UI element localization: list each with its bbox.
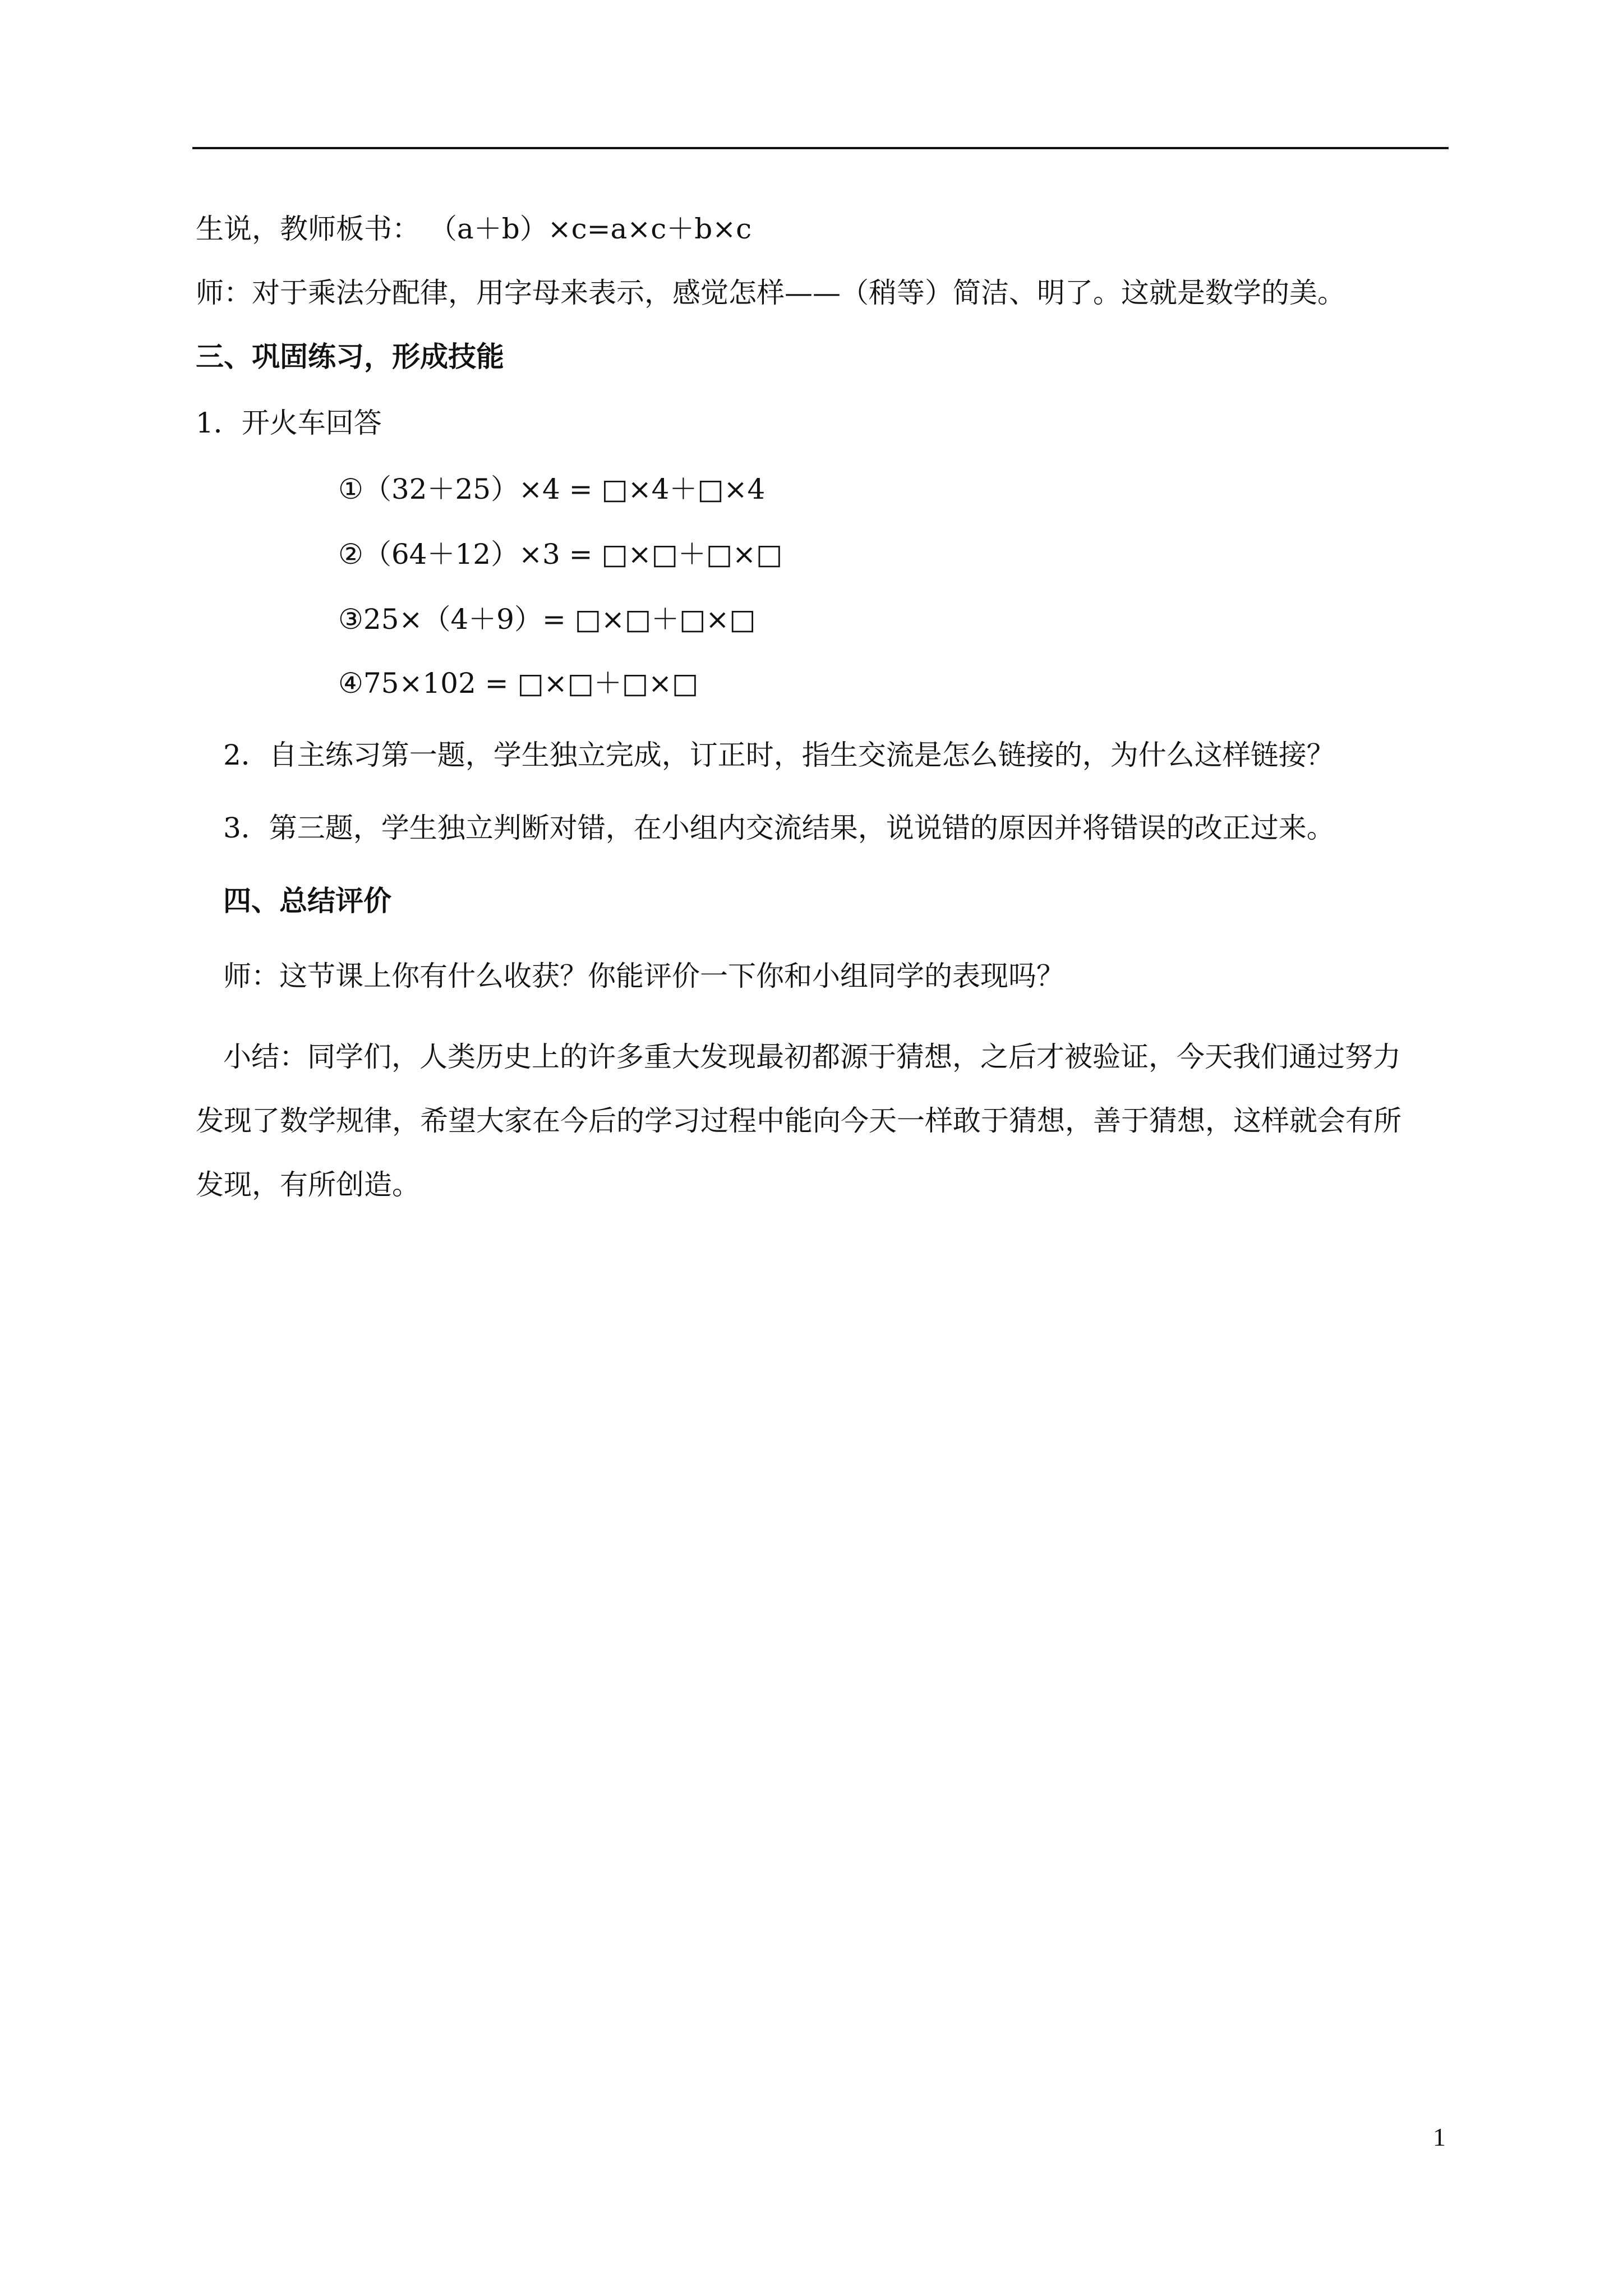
exercise-item-2: ②（64＋12）×3 = □×□＋□×□ [338,538,783,570]
exercise-item-4: ④75×102 = □×□＋□×□ [338,667,699,700]
exercise-item-3: ③25×（4＋9）= □×□＋□×□ [338,603,756,636]
teacher-remark-line: 师：对于乘法分配律，用字母来表示，感觉怎样——（稍等）简洁、明了。这就是数学的美。 [196,277,1345,309]
summary-paragraph-line-2: 发现了数学规律，希望大家在今后的学习过程中能向今天一样敢于猜想，善于猜想，这样就会有所 [196,1105,1401,1137]
exercise-item-1: ①（32＋25）×4 = □×4＋□×4 [338,473,766,505]
section-heading-summary: 四、总结评价 [223,884,391,917]
summary-paragraph-line-3: 发现，有所创造。 [196,1168,420,1201]
teacher-question-line: 师：这节课上你有什么收获？你能评价一下你和小组同学的表现吗？ [223,960,1064,992]
section-heading-practice: 三、巩固练习，形成技能 [196,340,504,373]
page-number: 1 [1433,2123,1446,2151]
blackboard-formula-line: 生说，教师板书： （a＋b）×c=a×c＋b×c [196,213,752,245]
exercise-1-title: 1．开火车回答 [196,407,382,439]
exercise-3-text: 3．第三题，学生独立判断对错，在小组内交流结果，说说错的原因并将错误的改正过来。 [223,812,1335,844]
summary-paragraph-line-1: 小结：同学们，人类历史上的许多重大发现最初都源于猜想，之后才被验证，今天我们通过努力 [223,1041,1401,1073]
exercise-2-text: 2．自主练习第一题，学生独立完成，订正时，指生交流是怎么链接的，为什么这样链接？ [223,739,1335,771]
header-rule [192,147,1449,149]
